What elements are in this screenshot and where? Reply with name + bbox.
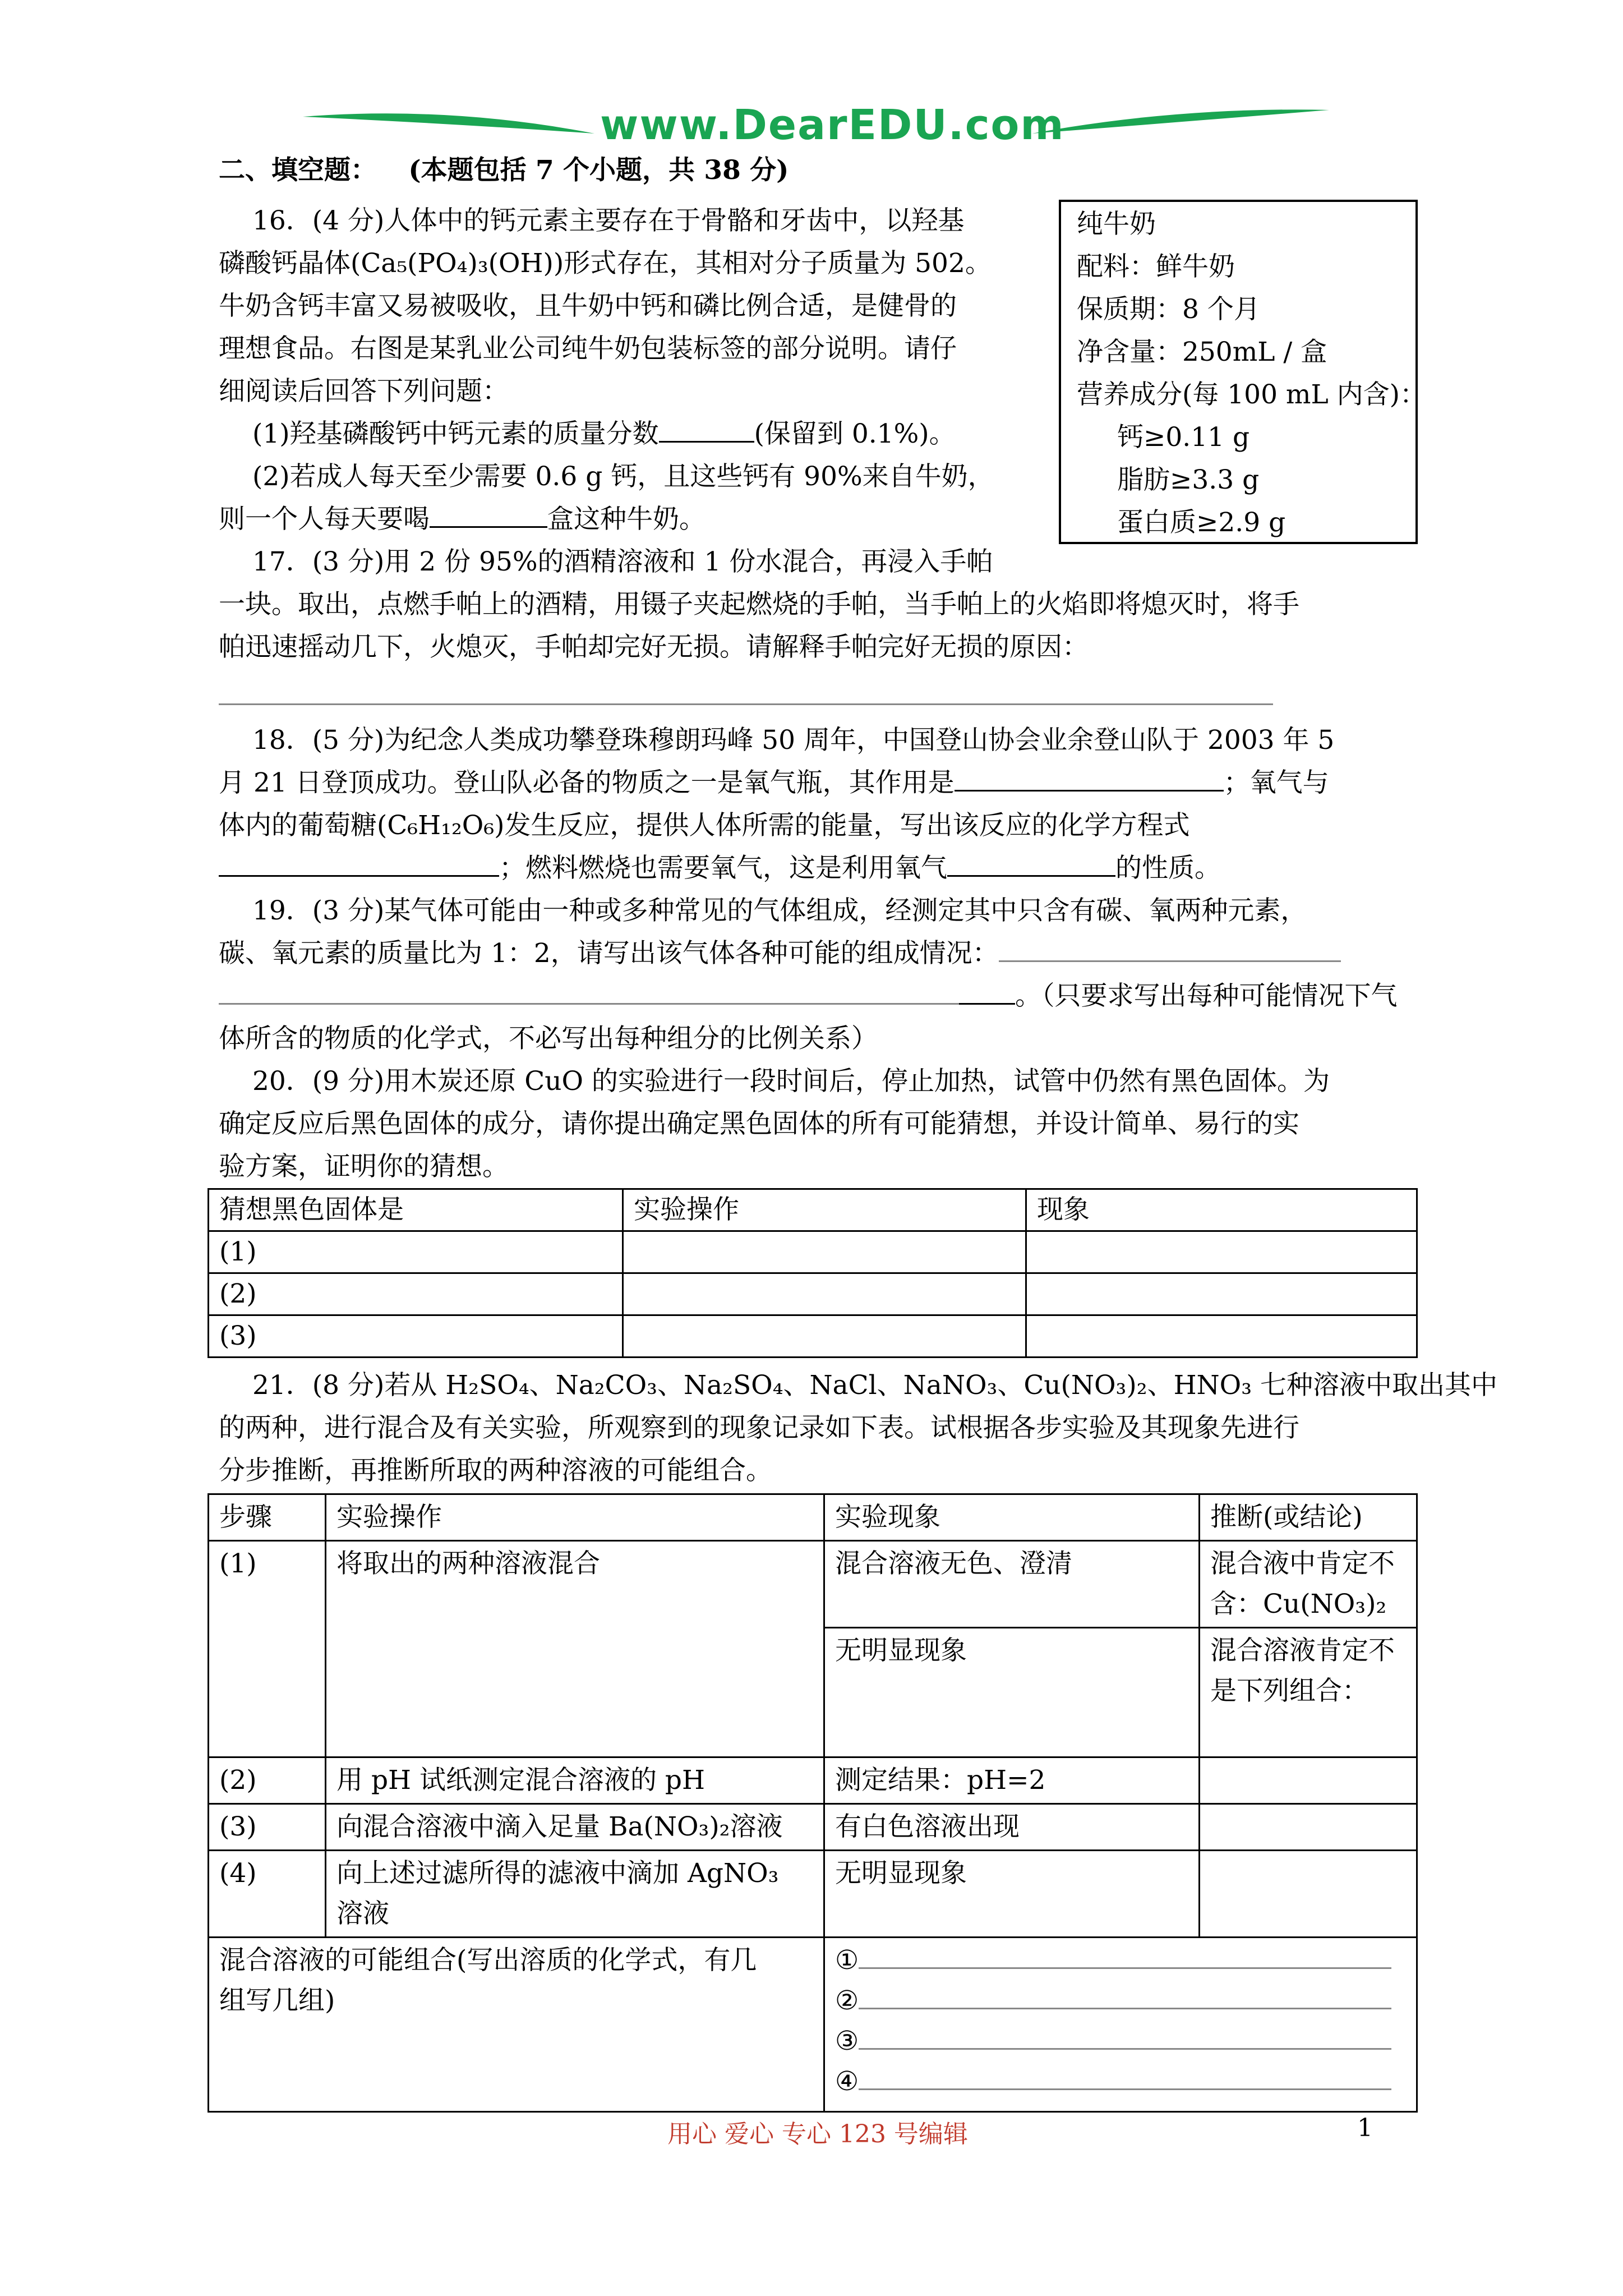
q19-line-2-text: 碳、氧元素的质量比为 1：2，请写出该气体各种可能的组成情况： bbox=[219, 938, 999, 969]
conclusion-text: 是下列组合： bbox=[1210, 1676, 1368, 1706]
milk-shelf-life: 保质期：8 个月 bbox=[1077, 294, 1260, 325]
table-header-row bbox=[209, 1494, 1417, 1541]
table-header: 步骤 bbox=[209, 1494, 326, 1541]
answer-blank[interactable] bbox=[430, 500, 547, 528]
q19-line-3 bbox=[219, 975, 1398, 1018]
table-cell[interactable] bbox=[623, 1273, 1026, 1315]
q17-answer-line[interactable] bbox=[219, 703, 1273, 705]
q18-line-4 bbox=[219, 847, 1221, 890]
circled-number: ④ bbox=[835, 2066, 859, 2097]
q18-line-4-text: ；燃料燃烧也需要氧气，这是利用氧气 bbox=[499, 853, 947, 884]
operation-text: 向上述过滤所得的滤液中滴加 AgNO₃ bbox=[336, 1858, 779, 1889]
table-header: 实验操作 bbox=[623, 1189, 1026, 1231]
table-row bbox=[209, 1541, 1417, 1628]
operation-text: 溶液 bbox=[336, 1898, 389, 1929]
milk-nutrition: 营养成分(每 100 mL 内含)： bbox=[1077, 379, 1426, 410]
answer-blank[interactable] bbox=[219, 977, 959, 1005]
operation-cell: 向混合溶液中滴入足量 Ba(NO₃)₂溶液 bbox=[326, 1804, 824, 1851]
q16-part-2-cont bbox=[219, 498, 706, 541]
page-number: 1 bbox=[1357, 2114, 1373, 2142]
table-header-row bbox=[209, 1189, 1417, 1231]
milk-name: 纯牛奶 bbox=[1077, 209, 1156, 240]
step-cell: (2) bbox=[209, 1757, 326, 1804]
q21-line-1: 21．(8 分)若从 H₂SO₄、Na₂CO₃、Na₂SO₄、NaCl、NaNO₃、Cu(NO₃)₂、HNO₃ 七种溶液中取出其中 bbox=[252, 1370, 1497, 1401]
answer-blank[interactable] bbox=[859, 1982, 1391, 2009]
table-cell[interactable]: (2) bbox=[209, 1273, 623, 1315]
q20-line-2: 确定反应后黑色固体的成分，请你提出确定黑色固体的所有可能猜想，并设计简单、易行的实 bbox=[219, 1108, 1299, 1139]
table-row bbox=[209, 1315, 1417, 1358]
q16-part-2-text: 则一个人每天要喝 bbox=[219, 504, 430, 535]
q16-part-1 bbox=[252, 413, 956, 455]
section-note: (本题包括 7 个小题，共 38 分) bbox=[408, 155, 789, 186]
q19-line-2 bbox=[219, 932, 1341, 975]
logo-text: www.DearEDU.com bbox=[600, 101, 1065, 149]
q16-part-2-end: 盒这种牛奶。 bbox=[547, 504, 706, 535]
observation-cell: 无明显现象 bbox=[824, 1851, 1200, 1938]
operation-cell bbox=[326, 1851, 824, 1938]
conclusion-text: 混合液中肯定不 bbox=[1210, 1548, 1395, 1579]
table-row bbox=[209, 1231, 1417, 1273]
table-header: 实验操作 bbox=[326, 1494, 824, 1541]
conclusion-cell[interactable] bbox=[1200, 1851, 1417, 1938]
q16-line-1: 16．(4 分)人体中的钙元素主要存在于骨骼和牙齿中，以羟基 bbox=[252, 205, 965, 236]
answer-blank[interactable] bbox=[859, 1941, 1391, 1969]
combination-label: 混合溶液的可能组合(写出溶质的化学式，有几 bbox=[219, 1945, 757, 1976]
table-row bbox=[209, 1804, 1417, 1851]
step-cell: (4) bbox=[209, 1851, 326, 1938]
q19-line-1: 19．(3 分)某气体可能由一种或多种常见的气体组成，经测定其中只含有碳、氧两种元素， bbox=[252, 895, 1307, 926]
answer-blank[interactable] bbox=[999, 935, 1341, 962]
observation-cell: 混合溶液无色、澄清 bbox=[824, 1541, 1200, 1628]
milk-fat: 脂肪≥3.3 g bbox=[1117, 464, 1260, 495]
observation-cell: 无明显现象 bbox=[824, 1628, 1200, 1757]
q18-line-2-end: ；氧气与 bbox=[1223, 767, 1329, 798]
q21-line-3: 分步推断，再推断所取的两种溶液的可能组合。 bbox=[219, 1455, 772, 1486]
answer-blank[interactable] bbox=[859, 2063, 1391, 2090]
milk-label-box bbox=[1059, 200, 1426, 544]
q18-line-1: 18．(5 分)为纪念人类成功攀登珠穆朗玛峰 50 周年，中国登山协会业余登山队于 2003 年 5 bbox=[252, 725, 1335, 756]
step-cell: (3) bbox=[209, 1804, 326, 1851]
table-cell[interactable]: (1) bbox=[209, 1231, 623, 1273]
conclusion-text: 混合溶液肯定不 bbox=[1210, 1635, 1395, 1666]
q17-line-3: 帕迅速摇动几下，火熄灭，手帕却完好无损。请解释手帕完好无损的原因： bbox=[219, 632, 1089, 662]
circled-number: ② bbox=[835, 1985, 859, 2016]
combination-row[interactable] bbox=[835, 1981, 1406, 2021]
q16-part-2: (2)若成人每天至少需要 0.6 g 钙，且这些钙有 90%来自牛奶， bbox=[252, 461, 994, 492]
answer-blank[interactable] bbox=[659, 415, 754, 443]
combination-row[interactable] bbox=[835, 2062, 1406, 2102]
q18-line-2 bbox=[219, 762, 1329, 804]
section-title: 二、填空题： bbox=[219, 155, 377, 186]
milk-calcium: 钙≥0.11 g bbox=[1117, 422, 1250, 453]
footer-text: 用心 爱心 专心 123 号编辑 bbox=[667, 2120, 968, 2148]
answer-blank[interactable] bbox=[955, 764, 1224, 792]
q19-line-3-text: 。（只要求写出每种可能情况下气 bbox=[1015, 981, 1398, 1011]
q21-table bbox=[208, 1493, 1418, 2113]
table-row bbox=[209, 1938, 1417, 2112]
operation-cell: 将取出的两种溶液混合 bbox=[326, 1541, 824, 1757]
q16-line-4: 理想食品。右图是某乳业公司纯牛奶包装标签的部分说明。请仔 bbox=[219, 333, 957, 364]
q19-line-4: 体所含的物质的化学式，不必写出每种组分的比例关系） bbox=[219, 1023, 878, 1054]
observation-cell: 测定结果：pH=2 bbox=[824, 1757, 1200, 1804]
table-header: 猜想黑色固体是 bbox=[209, 1189, 623, 1231]
q16-line-3: 牛奶含钙丰富又易被吸收，且牛奶中钙和磷比例合适，是健骨的 bbox=[219, 291, 957, 321]
table-cell[interactable] bbox=[1026, 1231, 1417, 1273]
q16-part-1-note: (保留到 0.1%)。 bbox=[754, 418, 956, 449]
operation-cell: 用 pH 试纸测定混合溶液的 pH bbox=[326, 1757, 824, 1804]
q17-line-1: 17．(3 分)用 2 份 95%的酒精溶液和 1 份水混合，再浸入手帕 bbox=[252, 546, 993, 577]
observation-cell: 有白色溶液出现 bbox=[824, 1804, 1200, 1851]
q18-line-3: 体内的葡萄糖(C₆H₁₂O₆)发生反应，提供人体所需的能量，写出该反应的化学方程式 bbox=[219, 810, 1190, 841]
q16-line-2: 磷酸钙晶体(Ca₅(PO₄)₃(OH))形式存在，其相对分子质量为 502。 bbox=[219, 248, 992, 279]
combination-label: 组写几组) bbox=[219, 1985, 335, 2016]
step-cell: (1) bbox=[209, 1541, 326, 1757]
q18-line-4-end: 的性质。 bbox=[1115, 853, 1221, 884]
q20-line-1: 20．(9 分)用木炭还原 CuO 的实验进行一段时间后，停止加热，试管中仍然有黑色固体。为 bbox=[252, 1066, 1330, 1097]
q16-line-5: 细阅读后回答下列问题： bbox=[219, 376, 509, 407]
milk-ingredients: 配料：鲜牛奶 bbox=[1077, 251, 1235, 282]
answer-blank[interactable] bbox=[859, 2022, 1391, 2050]
q17-line-2: 一块。取出，点燃手帕上的酒精，用镊子夹起燃烧的手帕，当手帕上的火焰即将熄灭时，将手 bbox=[219, 589, 1299, 620]
answer-blank-end[interactable] bbox=[959, 977, 1015, 1005]
conclusion-cell[interactable] bbox=[1200, 1628, 1417, 1757]
combination-row[interactable] bbox=[835, 1940, 1406, 1981]
table-cell[interactable] bbox=[623, 1231, 1026, 1273]
table-header: 现象 bbox=[1026, 1189, 1417, 1231]
answer-blank[interactable] bbox=[219, 849, 499, 877]
conclusion-cell[interactable] bbox=[1200, 1804, 1417, 1851]
conclusion-text: 含：Cu(NO₃)₂ bbox=[1210, 1589, 1387, 1619]
table-cell[interactable] bbox=[623, 1315, 1026, 1358]
q21-line-2: 的两种，进行混合及有关实验，所观察到的现象记录如下表。试根据各步实验及其现象先进行 bbox=[219, 1412, 1299, 1443]
q16-part-1-text: (1)羟基磷酸钙中钙元素的质量分数 bbox=[252, 418, 659, 449]
q20-line-3: 验方案，证明你的猜想。 bbox=[219, 1151, 509, 1182]
milk-protein: 蛋白质≥2.9 g bbox=[1117, 507, 1286, 538]
section-heading bbox=[219, 149, 789, 192]
table-header: 实验现象 bbox=[824, 1494, 1200, 1541]
q18-line-2-text: 月 21 日登顶成功。登山队必备的物质之一是氧气瓶，其作用是 bbox=[219, 767, 955, 798]
combination-answer-cell bbox=[824, 1938, 1417, 2112]
circled-number: ③ bbox=[835, 2026, 859, 2056]
answer-blank[interactable] bbox=[947, 849, 1115, 877]
q20-table bbox=[208, 1188, 1418, 1358]
conclusion-cell[interactable] bbox=[1200, 1757, 1417, 1804]
conclusion-cell[interactable] bbox=[1200, 1541, 1417, 1628]
combination-label-cell bbox=[209, 1938, 824, 2112]
table-header: 推断(或结论) bbox=[1200, 1494, 1417, 1541]
table-row bbox=[209, 1757, 1417, 1804]
table-row bbox=[209, 1851, 1417, 1938]
circled-number: ① bbox=[835, 1945, 859, 1976]
table-cell[interactable] bbox=[1026, 1315, 1417, 1358]
table-cell[interactable] bbox=[1026, 1273, 1417, 1315]
milk-net-content: 净含量：250mL / 盒 bbox=[1077, 337, 1327, 367]
table-row bbox=[209, 1273, 1417, 1315]
combination-row[interactable] bbox=[835, 2021, 1406, 2062]
table-cell[interactable]: (3) bbox=[209, 1315, 623, 1358]
